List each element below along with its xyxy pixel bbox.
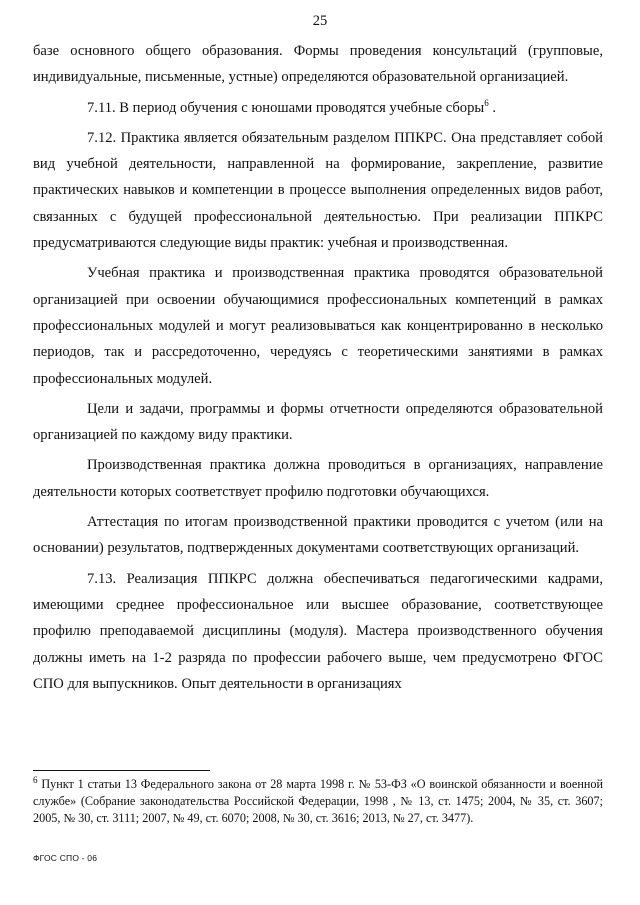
paragraph-goals: Цели и задачи, программы и формы отчетности определяются образовательной организацией по каждому виду практики.: [33, 400, 603, 444]
footnote: [33, 776, 603, 827]
body-text: [33, 38, 603, 697]
paragraph-continued: базе основного общего образования. Формы проведения консультаций (групповые, индивидуальные, письменные, устные) определяются образовательной организацией.: [33, 43, 603, 86]
footnote-marker: 6: [33, 774, 38, 785]
footnote-divider: [33, 770, 210, 771]
footnote-reference: 6: [484, 97, 489, 108]
paragraph-production-practice: Производственная практика должна проводиться в организациях, направление деятельности которых соответствует профилю подготовки обучающихся.: [33, 457, 603, 500]
page-number: 25: [312, 13, 328, 29]
paragraph-attestation: Аттестация по итогам производственной практики проводится с учетом (или на основании) результатов, подтвержденных документами соответствующих организаций.: [33, 514, 603, 557]
document-code: ФГОС СПО - 06: [33, 853, 98, 863]
paragraph-7-12: 7.12. Практика является обязательным разделом ППКРС. Она представляет собой вид учебной деятельности, направленной на формирование, закрепление, развитие практических навыков и компетенции в процессе выполнения определенных видов работ, связанных с будущей профессиональной деятельностью. При реализации ППКРС предусматриваются следующие виды практик: учебная и производственная.: [33, 129, 603, 252]
footnote-text: Пункт 1 статьи 13 Федерального закона от 28 марта 1998 г. № 53-ФЗ «О воинской обязанности и военной службе» (Собрание законодательства Российской Федерации, 1998 , № 13, ст. 1475; 2004, № 35, ст. 3607; 2005, № 30, ст. 3111; 2007, № 49, ст. 6070; 2008, № 30, ст. 3616; 2013, № 27, ст. 3477).: [33, 777, 603, 825]
paragraph-7-11: 7.11. В период обучения с юношами проводятся учебные сборы$^6$ .: [87, 97, 496, 116]
paragraph-practice: Учебная практика и производственная практика проводятся образовательной организацией при освоении обучающимися профессиональных компетенций в рамках профессиональных модулей и могут реализовываться как концентрированно в несколько периодов, так и рассредоточенно, чередуясь с теоретическими занятиями в рамках профессиональных модулей.: [33, 265, 603, 387]
paragraph-7-13: 7.13. Реализация ППКРС должна обеспечиваться педагогическими кадрами, имеющими среднее профессиональное или высшее образование, соответствующее профилю преподаваемой дисциплины (модуля). Мастера производственного обучения должны иметь на 1-2 разряда по профессии рабочего выше, чем предусмотрено ФГОС СПО для выпускников. Опыт деятельности в организациях: [33, 570, 603, 692]
